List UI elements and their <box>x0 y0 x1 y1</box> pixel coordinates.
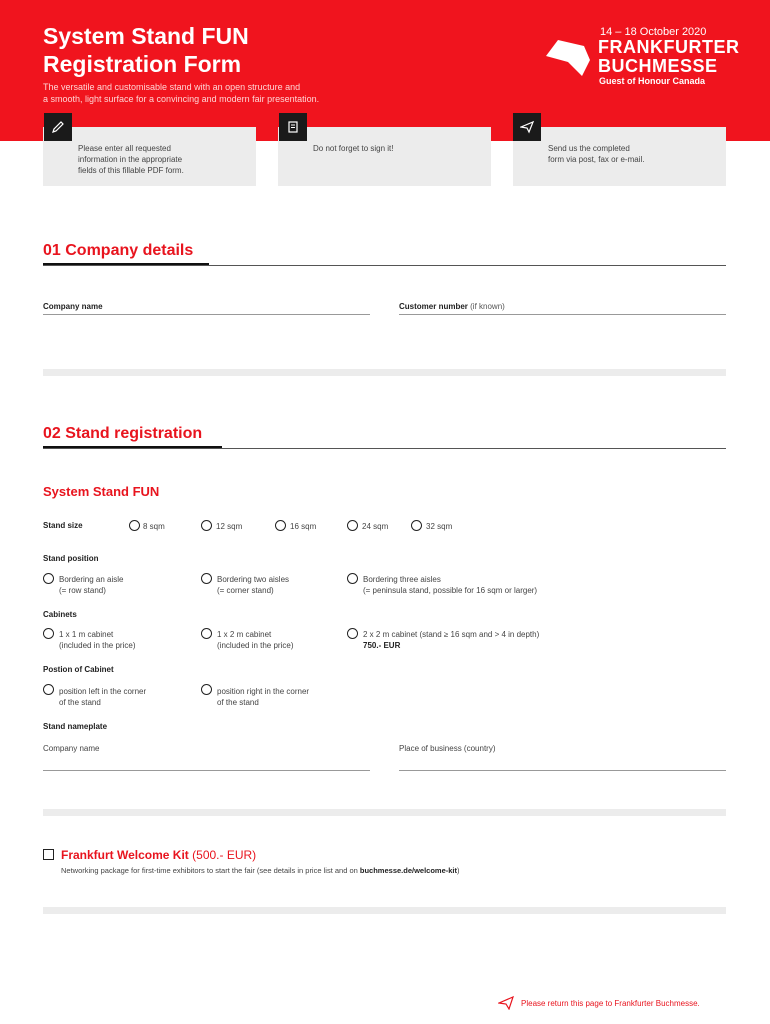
title-line-2: Registration Form <box>43 51 242 77</box>
position-option-label <box>363 574 537 596</box>
nameplate-company-field[interactable] <box>43 770 370 771</box>
cabinet-option-label <box>363 629 539 651</box>
info-text: information in the appropriate <box>78 155 183 164</box>
nameplate-label: Stand nameplate <box>43 722 108 731</box>
subtitle-line-2: a smooth, light surface for a convincing and modern fair presentation. <box>43 94 320 104</box>
option-line: Bordering an aisle <box>59 575 124 584</box>
size-option-label: 16 sqm <box>290 522 317 531</box>
info-text: Please enter all requested <box>78 144 171 153</box>
size-option-label: 12 sqm <box>216 522 243 531</box>
option-line: (= peninsula stand, possible for 16 sqm or larger) <box>363 586 538 595</box>
info-text: Do not forget to sign it! <box>313 144 394 153</box>
guest-of-honour: Guest of Honour Canada <box>599 76 706 86</box>
section-title-stand: 02 Stand registration <box>43 425 203 442</box>
position-radio-corner[interactable] <box>201 573 212 584</box>
send-icon <box>513 113 541 141</box>
cabinet-position-radio-left[interactable] <box>43 684 54 695</box>
size-option-label: 8 sqm <box>143 522 165 531</box>
brand-name <box>598 38 739 76</box>
welcome-kit-link[interactable]: buchmesse.de/welcome-kit <box>359 866 458 875</box>
cabinet-option-label <box>59 629 135 651</box>
customer-number-text: Customer number <box>399 302 468 311</box>
position-option-label <box>217 574 289 596</box>
footer-note: Please return this page to Frankfurter Buchmesse. <box>521 999 700 1008</box>
cabinet-position-option-label <box>217 686 309 708</box>
size-radio-8[interactable] <box>129 520 140 531</box>
stand-subhead: System Stand FUN <box>43 484 160 499</box>
customer-number-field[interactable] <box>399 314 726 315</box>
size-radio-12[interactable] <box>201 520 212 531</box>
company-name-label: Company name <box>43 302 103 311</box>
option-line: (= row stand) <box>59 586 106 595</box>
cabinet-price: 750.- EUR <box>363 641 401 650</box>
option-line: Bordering three aisles <box>363 575 441 584</box>
subtitle-line-1: The versatile and customisable stand with an open structure and <box>43 82 301 92</box>
size-radio-16[interactable] <box>275 520 286 531</box>
option-line: (= corner stand) <box>217 586 274 595</box>
brand-line-2: BUCHMESSE <box>598 56 718 76</box>
option-line: 1 x 2 m cabinet <box>217 630 272 639</box>
cabinet-option-label <box>217 629 293 651</box>
stand-position-label: Stand position <box>43 554 99 563</box>
buchmesse-logo-icon <box>544 38 590 76</box>
welcome-kit-price: (500.- EUR) <box>192 848 257 862</box>
page-title <box>43 22 403 78</box>
title-line-1: System Stand FUN <box>43 23 249 49</box>
welcome-kit-description <box>61 866 460 875</box>
nameplate-company-label: Company name <box>43 744 100 753</box>
section-separator <box>43 809 726 816</box>
cabinet-position-radio-right[interactable] <box>201 684 212 695</box>
cabinet-position-label: Postion of Cabinet <box>43 665 114 674</box>
welcome-desc-text: Networking package for first-time exhibitors to start the fair (see details in price list and on <box>61 866 358 875</box>
pencil-icon <box>44 113 72 141</box>
size-option-label: 24 sqm <box>362 522 389 531</box>
info-text: form via post, fax or e-mail. <box>548 155 645 164</box>
section-separator <box>43 907 726 914</box>
info-text: Send us the completed <box>548 144 630 153</box>
option-line: (included in the price) <box>59 641 136 650</box>
info-box-send <box>513 127 726 186</box>
info-box-enter <box>43 127 256 186</box>
cabinet-position-option-label <box>59 686 146 708</box>
brand-line-1: FRANKFURTER <box>598 37 740 57</box>
info-box-sign <box>278 127 491 186</box>
section-divider <box>43 448 726 449</box>
section-separator <box>43 369 726 376</box>
size-radio-32[interactable] <box>411 520 422 531</box>
cabinet-radio-1x2[interactable] <box>201 628 212 639</box>
option-line: of the stand <box>59 698 101 707</box>
position-radio-row[interactable] <box>43 573 54 584</box>
document-icon <box>279 113 307 141</box>
cabinet-radio-1x1[interactable] <box>43 628 54 639</box>
section-title-company: 01 Company details <box>43 242 194 259</box>
stand-size-label: Stand size <box>43 521 83 530</box>
welcome-kit-title <box>61 848 256 862</box>
nameplate-place-label: Place of business (country) <box>399 744 496 753</box>
position-radio-peninsula[interactable] <box>347 573 358 584</box>
option-line: 2 x 2 m cabinet (stand ≥ 16 sqm and > 4 in depth) <box>363 630 540 639</box>
company-name-field[interactable] <box>43 314 370 315</box>
welcome-kit-name: Frankfurt Welcome Kit <box>61 848 189 862</box>
option-line: Bordering two aisles <box>217 575 290 584</box>
nameplate-place-field[interactable] <box>399 770 726 771</box>
welcome-desc-end: ) <box>457 866 460 875</box>
customer-number-label <box>399 302 505 311</box>
page-subtitle <box>43 81 403 105</box>
info-text: fields of this fillable PDF form. <box>78 166 184 175</box>
option-line: 1 x 1 m cabinet <box>59 630 114 639</box>
welcome-kit-checkbox[interactable] <box>43 849 54 860</box>
option-line: (included in the price) <box>217 641 294 650</box>
send-icon <box>498 996 514 1010</box>
section-divider <box>43 265 726 266</box>
position-option-label <box>59 574 123 596</box>
size-radio-24[interactable] <box>347 520 358 531</box>
option-line: position left in the corner <box>59 687 147 696</box>
customer-number-note: (if known) <box>470 302 505 311</box>
cabinet-radio-2x2[interactable] <box>347 628 358 639</box>
size-option-label: 32 sqm <box>426 522 453 531</box>
option-line: position right in the corner <box>217 687 310 696</box>
option-line: of the stand <box>217 698 259 707</box>
cabinets-label: Cabinets <box>43 610 77 619</box>
fair-date: 14 – 18 October 2020 <box>600 26 707 38</box>
